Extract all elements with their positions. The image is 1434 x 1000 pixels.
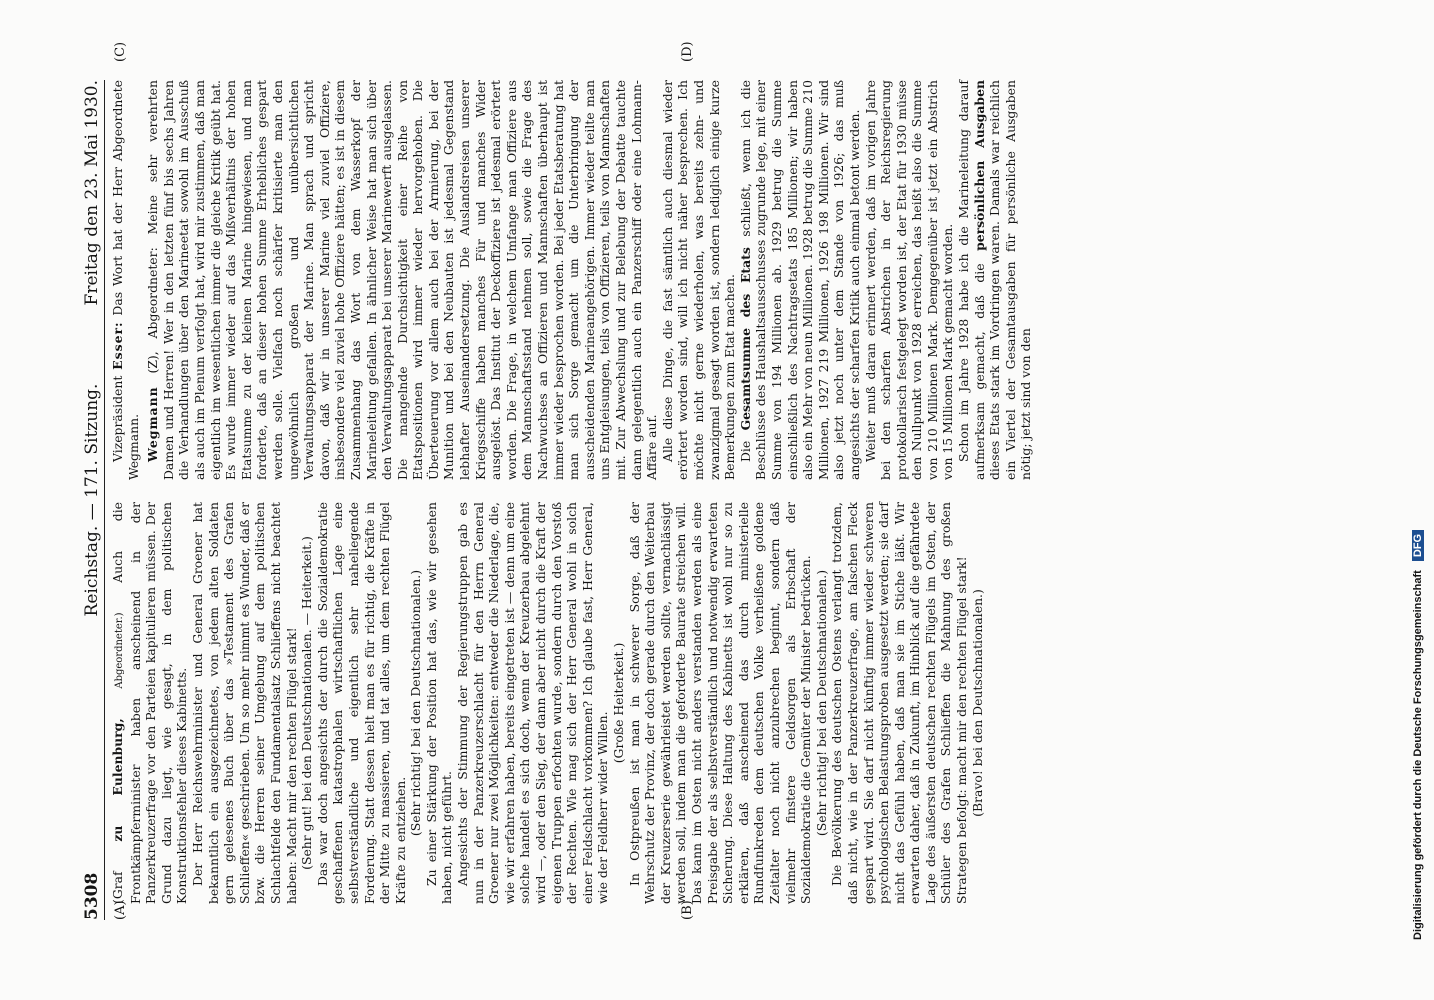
left-column	[110, 502, 985, 904]
speaker-role: Abgeordneter.)	[114, 612, 125, 689]
page-number: 5308	[82, 872, 102, 920]
paragraph: Angesichts der Stimmung der Regierungstruppen gab es nun in der Panzerkreuzerschlacht für den Herrn General Groener nur zwei Möglichkeiten: entweder die Niederlage, die, wie wir erfahren haben, bereits eingetreten ist — denn um eine solche handelt es sich doch, wenn der Kreuzerbau abgelehnt wird —, oder den Sieg, der dann aber nicht durch die Kraft der eigenen Truppen erfochten wurde, sondern durch den Vorstoß der Rechten. Wie mag sich der Herr General wohl in solch einer Feldschlacht vorkommen? Ich glaube fast, Herr General, wie der Feldherr wider Willen.	[455, 502, 611, 904]
margin-marker-c: (C)	[113, 41, 128, 62]
chair-title: Vizepräsident	[110, 375, 125, 462]
interjection: (Große Heiterkeit.)	[611, 642, 626, 764]
interjection: (Sehr richtig! bei den Deutschnationalen.)	[408, 569, 424, 837]
margin-marker-b: (B)	[680, 900, 695, 920]
paragraph: In Ostpreußen ist man in schwerer Sorge, daß der Wehrschutz der Provinz, der doch gerade durch den Weiterbau der Kreuzerserie gewährleistet werden sollte, vernachlässigt werden soll, indem man die geforderte Baurate streichen will. Das kann im Osten nicht anders verstanden werden als eine Preisgabe der als selbstverständlich und notwendig erwarteten Sicherung. Diese Haltung des Kabinetts ist wohl nur so zu erklären, daß anscheinend das durch ministerielle Rundfunkreden dem deutschen Volke verheißene goldene Zeitalter noch nicht anzubrechen beginnt, sondern daß vielmehr finstere Geldsorgen als Erbschaft der Sozialdemokratie die Gemüter der Minister bedrücken.	[626, 502, 814, 904]
paragraph-text: Die	[737, 440, 753, 462]
emphasis: persönlichen Ausgaben	[971, 80, 987, 251]
margin-marker-d: (D)	[680, 41, 695, 62]
speaker-bracket: (Graf	[110, 871, 125, 904]
paragraph: Das war doch angesichts der durch die Sozialdemokratie geschaffenen katastrophalen wirtschaftlichen Lage eine selbstverständliche und eigentlich sehr naheliegende Forderung. Statt dessen hielt man es für richtig, die Kräfte in der Mitte zu massieren, und tat alles, um dem rechten Flügel Kräfte zu entziehen.	[314, 502, 408, 904]
paragraph-text: Das Wort hat der Herr Abgeordnete Wegmann.	[110, 80, 141, 480]
paragraph: Die Bevölkerung des deutschen Ostens verlangt trotzdem, daß nicht, wie in der Panzerkreuzerfrage, am falschen Fleck gespart wird. Sie darf nicht künftig immer wieder schweren psychologischen Belastungsproben ausgesetzt werden; sie darf nicht das Gefühl haben, daß man sie im Stiche läßt. Wir erwarten daher, daß in Zukunft, im Hinblick auf die gefährdete Lage des äußersten deutschen rechten Flügels im Osten, der Schüler des Grafen Schlieffen die Mahnung des großen Strategen befolgt: macht mir den rechten Flügel stark!	[829, 502, 970, 904]
dfg-logo: DFG	[1412, 530, 1424, 561]
page-header	[80, 80, 110, 920]
paragraph	[145, 80, 660, 480]
paragraph	[956, 80, 1034, 480]
paragraph: Der Herr Reichswehrminister und General Groener hat bekanntlich ein ausgezeichnetes, von jedem alten Soldaten gern gelesenes Buch über das »Testament des Grafen Schlieffen« geschrieben. Um so mehr nimmt es Wunder, daß er bzw. die Herren seiner Umgebung auf dem politischen Schlachtfelde den Fundamentalsatz Schlieffens nicht beachtet haben: Macht mir den rechten Flügel stark!	[189, 502, 299, 904]
speaker-name: Wegmann	[145, 386, 161, 462]
paragraph-text: schließt, wenn ich die Beschlüsse des Haushaltsausschusses zugrunde lege, mit einer Summe von 194 Millionen ab. 1929 betrug die Summe einschließlich des Nachtragsetats 185 Millionen; wir haben also ein Mehr von neun Millionen. 1928 betrug die Summe 210 Millionen, 1927 219 Millionen, 1926 198 Millionen. Wir sind also jetzt noch unter dem Stande von 1926; das muß angesichts der scharfen Kritik auch einmal betont werden.	[737, 80, 862, 480]
header-rule	[104, 80, 105, 920]
interjection: (Sehr richtig! bei den Deutschnationalen.)	[813, 569, 829, 837]
session-title: Reichstag. — 171. Sitzung.	[82, 383, 102, 617]
paragraph: Zu einer Stärkung der Position hat das, wie wir gesehen haben, nicht geführt.	[423, 502, 455, 904]
digitization-credit	[1412, 60, 1424, 940]
emphasis: Gesamtsumme des Etats	[737, 247, 753, 431]
paragraph	[738, 80, 863, 480]
paragraph: Alle diese Dinge, die fast sämtlich auch diesmal wieder erörtert worden sind, will ich nicht näher besprechen. Ich möchte nicht gerne wiederholen, was bereits zehn- und zwanzigmal gesagt worden ist, sondern lediglich einige kurze Bemerkungen zum Etat machen.	[659, 80, 738, 480]
paragraph-text: dieses Etats stark im Vordringen waren. Damals war reichlich ein Viertel der Gesamtausgaben für persönliche Ausgaben nötig; jetzt sind von den	[987, 80, 1034, 480]
interjection: (Bravo! bei den Deutschnationalen.)	[969, 589, 985, 817]
margin-marker-a: (A)	[113, 900, 128, 920]
right-column	[110, 80, 1034, 480]
speaker-name: zu Eulenburg,	[110, 718, 125, 842]
paragraph-text: (Z), Abgeordneter: Meine sehr verehrten Damen und Herren! Wer in den letzten fünf bis sechs Jahren die Verhandlungen über den Marineetat sowohl im Ausschuß als auch im Plenum verfolgt hat, wird mir zustimmen, daß man eigentlich im wesentlichen immer die gleiche Kritik geübt hat. Es wurde immer wieder auf das Mißverhältnis der hohen Etatsumme zu der kleinen Marine hingewiesen, und man forderte, daß an dieser hohen Summe Erhebliches gespart werden solle. Vielfach noch schärfer kritisierte man den ungewöhnlich großen und unübersichtlichen Verwaltungsapparat der Marine. Man sprach und spricht davon, daß wir in unserer Marine viel zuviel Offiziere, insbesondere viel zuviel hohe Offiziere hätten; es ist in diesem Zusammenhang das Wort von dem Wasserkopf der Marineleitung gefallen. In ähnlicher Weise hat man sich über den Verwaltungsapparat bei unserer Marinewerft ausgelassen. Die mangelnde Durchsichtigkeit einer Reihe von Etatspositionen wird immer wieder hervorgehoben. Die Überteuerung vor allem auch bei der Armierung, bei der Munition und bei den Neubauten ist jedesmal Gegenstand lebhafter Auseinandersetzung. Die Auslandsreisen unserer Kriegsschiffe haben manches Für und manches Wider ausgelöst. Das Institut der Deckoffiziere ist jedesmal erörtert worden. Die Frage, in welchem Umfange man Offiziere aus dem Mannschaftsstand nehmen soll, sowie die Frage des Nachwuchses an Offizieren und Mannschaften überhaupt ist immer wieder besprochen worden. Bei jeder Etatsberatung hat man sich Sorge gemacht um die Unterbringung der ausscheidenden Marineangehörigen. Immer wieder teilte man uns Entgleisungen, teils von Offizieren, teils von Mannschaften mit. Zur Abwechslung und zur Belebung der Debatte tauchte dann gelegentlich auch ein Panzerschiff oder eine Lohmann-Affäre auf.	[145, 80, 660, 480]
interjection: (Sehr gut! bei den Deutschnationalen. — Heiterkeit.)	[299, 536, 315, 870]
paragraph	[110, 80, 141, 480]
credit-text: Digitalisierung gefördert durch die Deutsche Forschungsgemeinschaft	[1412, 570, 1424, 940]
session-date: Freitag den 23. Mai 1930.	[82, 80, 102, 306]
paragraph-text: Auch die Frontkämpferminister haben anscheinend in der Panzerkreuzerfrage vor den Parteien kapitulieren müssen. Der Grund dazu liegt, wie gesagt, in dem politischen Konstruktionsfehler dieses Kabinetts.	[110, 502, 190, 904]
speaker-name: Esser:	[110, 321, 125, 370]
paragraph-text: Schon im Jahre 1928 habe ich die Marineleitung darauf aufmerksam gemacht, daß die	[956, 80, 987, 480]
paragraph	[110, 502, 190, 904]
paragraph: Weiter muß daran erinnert werden, daß im vorigen Jahre bei den scharfen Abstrichen in der Reichsregierung protokollarisch festgelegt worden ist, der Etat für 1930 müsse den Nullpunkt von 1928 erreichen, das heißt also die Summe von 210 Millionen Mark. Demgegenüber ist jetzt ein Abstrich von 15 Millionen Mark gemacht worden.	[862, 80, 956, 480]
